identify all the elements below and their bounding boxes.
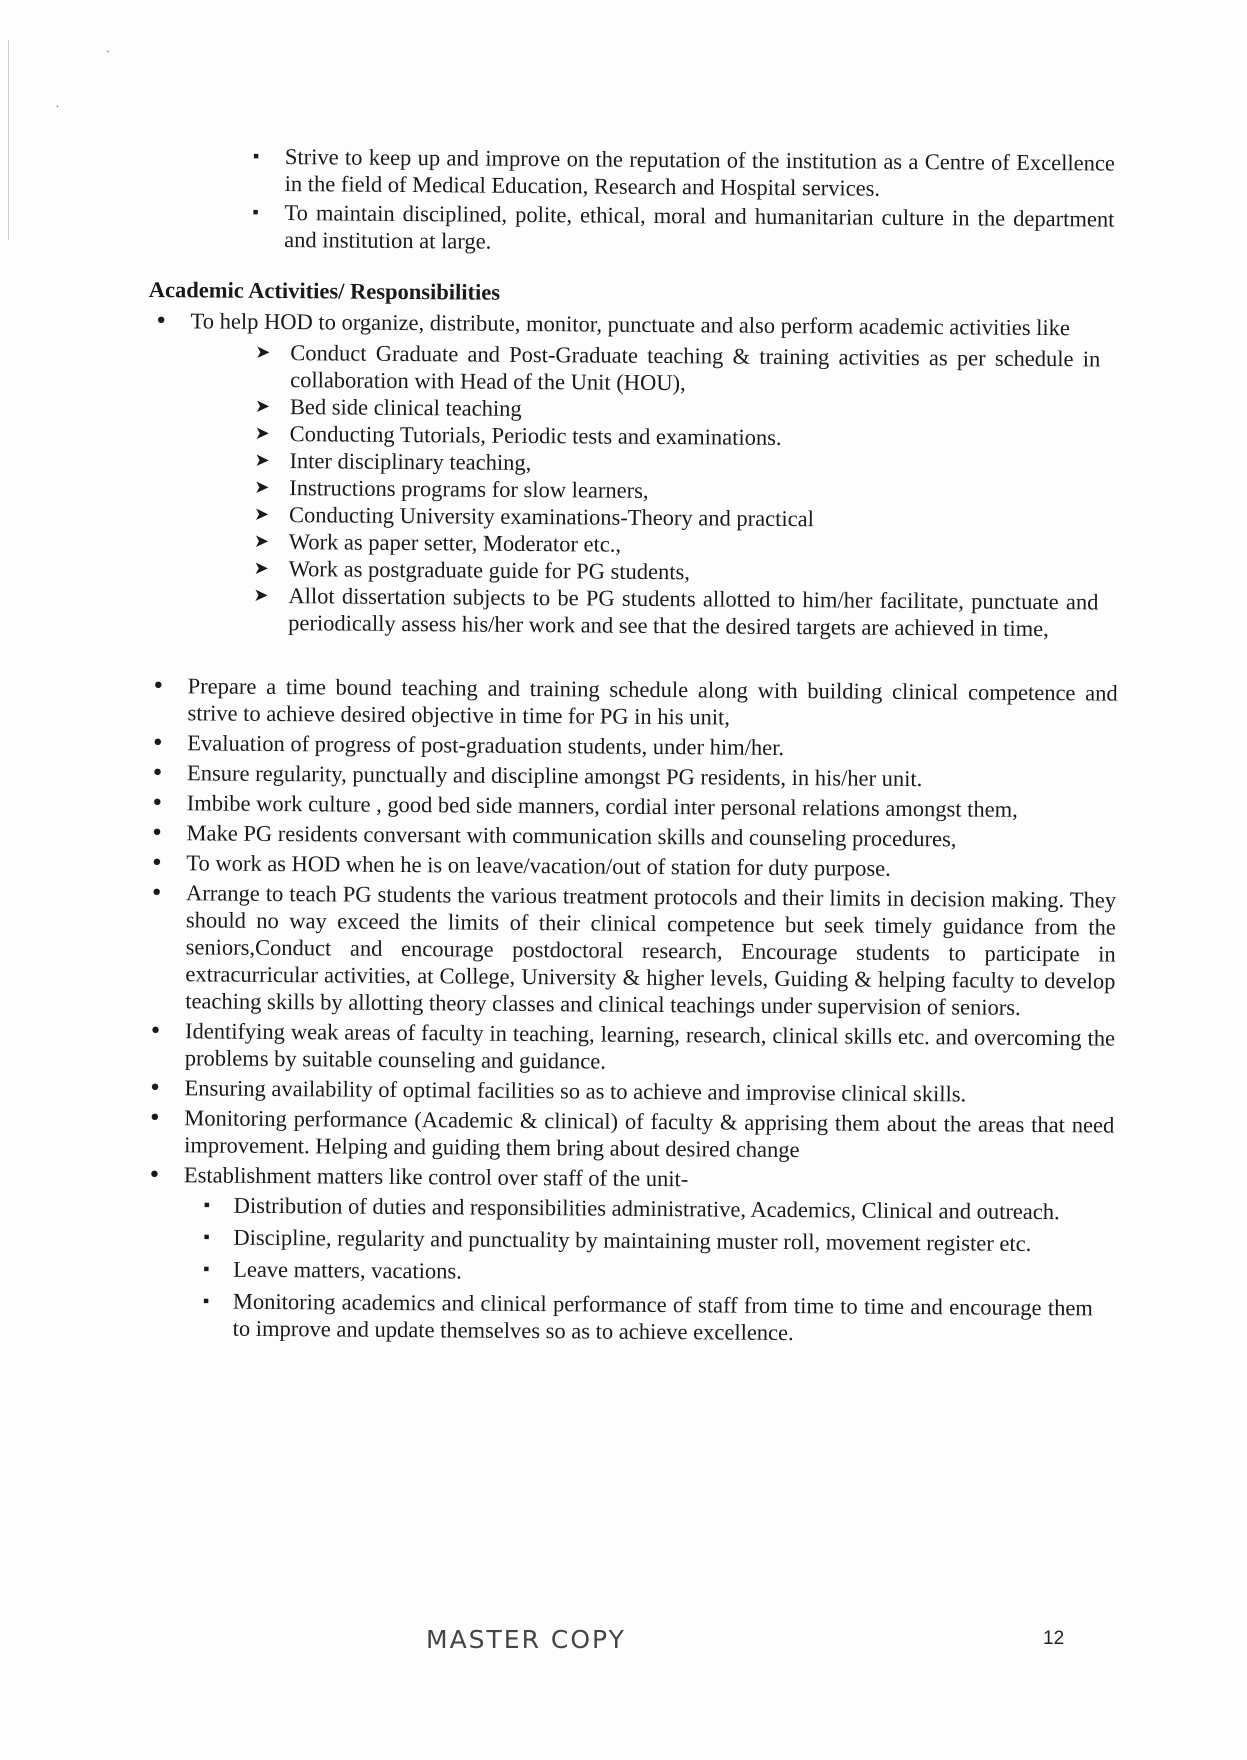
document-body	[141, 142, 1118, 1354]
list-item: ● Ensuring availability of optimal facilities so as to achieve and improvise clinical skills.	[184, 1074, 1114, 1108]
page-number: 12	[1043, 1628, 1065, 1649]
establishment-item: ▪ Monitoring academics and clinical performance of staff from time to time and encourage them to improve and update themselves so as to achieve excellence.	[233, 1288, 1093, 1349]
scan-edge-line	[8, 40, 9, 240]
intro-list	[284, 143, 1115, 260]
list-item: ● Monitoring performance (Academic & clinical) of faculty & apprising them about the areas that need improvement. Helping and guiding them bring about desired change	[184, 1104, 1114, 1165]
list-item: ● Identifying weak areas of faculty in teaching, learning, research, clinical skills etc. and overcoming the problems by suitable counseling and guidance.	[185, 1017, 1115, 1078]
list-item: ● Imbibe work culture , good bed side manners, cordial inter personal relations amongst them,	[187, 789, 1117, 823]
list-item	[188, 307, 1121, 676]
activity-item: ➤ Conducting Tutorials, Periodic tests and examinations.	[290, 420, 1100, 453]
list-item-text: To help HOD to organize, distribute, monitor, punctuate and also perform academic activities like	[190, 308, 1071, 341]
activity-item: ➤ Conducting University examinations-Theory and practical	[289, 501, 1099, 534]
intro-item: ▪ Strive to keep up and improve on the reputation of the institution as a Centre of Excellence in the field of Medical Education, Research and Hospital services.	[285, 143, 1115, 204]
activity-item: ➤ Instructions programs for slow learners,	[289, 474, 1099, 507]
list-item: ● Prepare a time bound teaching and training schedule along with building clinical competence and strive to achieve desired objective in time for PG in his unit,	[187, 672, 1117, 733]
list-item: ● Make PG residents conversant with communication skills and counseling procedures,	[186, 819, 1116, 853]
establishment-list	[233, 1192, 1094, 1349]
activities-list	[288, 339, 1100, 642]
activity-item: ➤ Work as paper setter, Moderator etc.,	[289, 528, 1099, 561]
list-item: ● To work as HOD when he is on leave/vacation/out of station for duty purpose.	[186, 849, 1116, 883]
scan-speck: `	[106, 48, 110, 62]
master-copy-stamp: MASTER COPY	[426, 1625, 626, 1654]
activity-item: ➤ Conduct Graduate and Post-Graduate teaching & training activities as per schedule in collaboration with Head of the Unit (HOU),	[290, 339, 1100, 399]
establishment-item: ▪ Leave matters, vacations.	[233, 1256, 1093, 1290]
list-item-text: Establishment matters like control over staff of the unit-	[183, 1162, 689, 1192]
scan-speck: .	[56, 96, 59, 110]
list-item: ● Arrange to teach PG students the various treatment protocols and their limits in decision making. They should no way exceed the limits of their clinical competence but seek timely guidance from the seniors,Conduct and encourage postdoctoral research, Encourage students to participate in extracurricular activities, at College, University & higher levels, Guiding & helping faculty to develop teaching skills by allotting theory classes and clinical teachings under supervision of seniors.	[185, 879, 1116, 1021]
section-heading: Academic Activities/ Responsibilities	[148, 276, 501, 305]
intro-item: ▪ To maintain disciplined, polite, ethical, moral and humanitarian culture in the department and institution at large.	[284, 199, 1114, 260]
activity-item: ➤ Bed side clinical teaching	[290, 393, 1100, 426]
activity-item: ➤ Allot dissertation subjects to be PG students allotted to him/her facilitate, punctuate and periodically assess his/her work and see that the desired targets are achieved in time,	[288, 582, 1098, 642]
establishment-item: ▪ Discipline, regularity and punctuality by maintaining muster roll, movement register etc.	[233, 1224, 1093, 1258]
list-item	[183, 1161, 1114, 1348]
list-item: ● Ensure regularity, punctually and discipline amongst PG residents, in his/her unit.	[187, 759, 1117, 793]
activity-item: ➤ Work as postgraduate guide for PG students,	[289, 555, 1099, 588]
list-item: ● Evaluation of progress of post-graduation students, under him/her.	[187, 729, 1117, 763]
establishment-item: ▪ Distribution of duties and responsibilities administrative, Academics, Clinical and outreach.	[234, 1192, 1094, 1226]
responsibilities-list	[183, 307, 1121, 1348]
activity-item: ➤ Inter disciplinary teaching,	[289, 447, 1099, 480]
